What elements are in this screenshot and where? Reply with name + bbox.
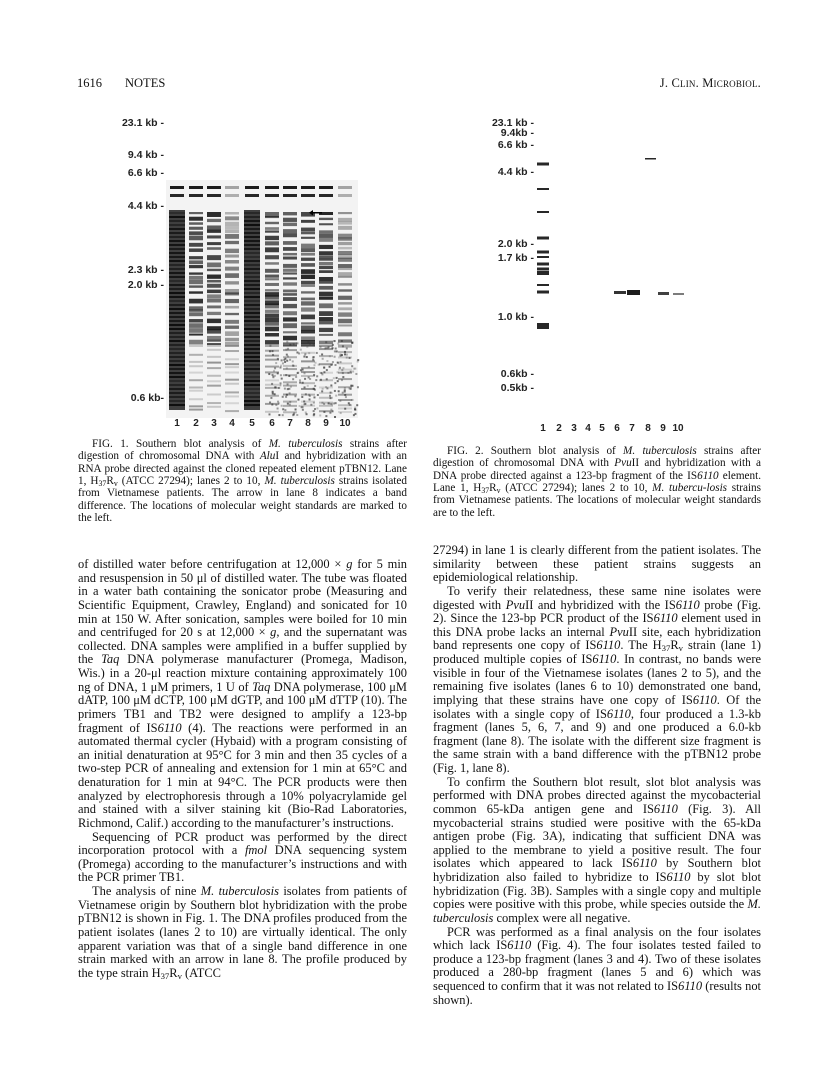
size-marker-label: 0.6kb - <box>500 368 534 380</box>
lane-number: 6 <box>614 423 620 434</box>
size-marker-label: 1.7 kb - <box>497 252 534 264</box>
text-run: 6110 <box>632 856 657 871</box>
lane-number: 7 <box>287 418 293 429</box>
text-run: strains isolated from Vietnamese patients. The arrow in lane 8 indicates a band difference. The locations of molecular weight standards are marked to the left. <box>78 475 407 525</box>
text-run: Alu <box>259 450 276 463</box>
text-run: 6110 <box>692 692 717 707</box>
text-run: DNA polymerase, 100 μM dATP, 100 μM dCTP, 100 μM dGTP, and 100 μM dTTP (10). The primers TB1 and TB2 were designed to amplify a 123-bp fragment of IS <box>78 679 407 735</box>
text-run: strains after digestion of chromosomal DNA with <box>78 438 407 463</box>
text-run: To verify their relatedness, these same nine isolates were digested with <box>433 583 761 612</box>
text-run: DNA polymerase manufacturer (Promega, Madison, Wis.) in a 20-μl reaction mixture containing approximately 100 ng of DNA, 1 μM primers, 1 U of <box>78 652 408 694</box>
text-run: isolates from patients of Vietnamese origin by Southern blot hybridization with the probe pTBN12 is shown in Fig. 1. The DNA profiles produced from the patient isolates (lanes 2 to 10) are virtually identical. The only apparent variation was that of a single band difference in one strain marked with an arrow in lane 8. The profile produced by the type strain H <box>78 884 408 980</box>
text-run: of distilled water before centrifugation at 12,000 × <box>78 557 347 571</box>
text-run: 6110 <box>653 801 678 816</box>
page-number: 1616 <box>77 76 102 90</box>
text-run: v <box>177 970 182 981</box>
text-run: II and hybridization with a DNA probe directed against a 123-bp fragment of the IS <box>433 457 761 482</box>
text-run: by Southern blot hybridization also failed to hybridize to IS <box>433 856 762 884</box>
blot-band <box>537 268 549 271</box>
text-run: I and hybridization with an RNA probe directed against the cloned repeated element pTBN12. Lane 1, H <box>78 450 407 488</box>
paragraph <box>433 926 761 1008</box>
lane-number: 1 <box>174 418 180 429</box>
text-run: 6110 <box>678 979 703 993</box>
figure-1-caption <box>78 438 407 524</box>
text-run: DNA sequencing system (Promega) according to the manufacturer’s instructions and with the PCR primer TB1. <box>78 843 407 885</box>
size-marker-label: 2.3 kb - <box>127 264 164 276</box>
text-run: M. tuberculosis <box>268 438 343 450</box>
paragraph <box>78 831 407 886</box>
size-marker-label: 6.6 kb - <box>497 139 534 151</box>
lane-number: 3 <box>211 418 217 429</box>
text-run: The analysis of nine <box>92 884 201 898</box>
text-run: 6110 <box>666 870 691 884</box>
text-run: FIG. 1. Southern blot analysis of <box>92 438 269 450</box>
blot-band <box>537 323 549 329</box>
lane-number: 8 <box>645 423 651 434</box>
figure-2-caption-text <box>433 445 761 519</box>
lane-number: 5 <box>249 418 255 429</box>
text-run: fmol <box>244 843 268 858</box>
figure-2-blot-image <box>0 0 816 440</box>
blot-band <box>645 158 656 160</box>
text-run: (ATCC 27294); lanes 2 to 10, <box>117 475 265 488</box>
text-run: (4). The reactions were performed in an automated thermal cycler (Hybaid) with a program consisting of an initial denaturation at 95°C for 3 min and then 35 cycles of a two-step PCR of annealing and extension for 1 min at 65°C and denaturation for 1 min at 94°C. The PCR products were then analyzed by electrophoresis through a 10% polyacrylamide gel and stained with a silver staining kit (Bio-Rad Laboratories, Richmond, Calif.) according to the manufacturer’s instructions. <box>78 720 407 830</box>
lane-number: 9 <box>660 423 666 434</box>
text-run: strains after digestion of chromosomal DNA with <box>433 445 761 470</box>
text-run: Pvu <box>505 597 526 612</box>
text-run: 6110 <box>653 611 678 626</box>
blot-band <box>537 291 549 294</box>
text-run: R <box>169 965 178 980</box>
text-run: v <box>678 643 683 654</box>
text-run: 37 <box>661 643 671 654</box>
text-run: 6110 <box>675 597 700 612</box>
text-run: II and hybridized with the IS <box>525 597 676 612</box>
text-run: , and the supernatant was collected. DNA samples were amplified in a buffer supplied by the <box>78 625 408 667</box>
size-marker-label: 23.1 kb - <box>491 117 534 129</box>
paragraph <box>433 585 761 776</box>
blot-band <box>537 271 549 275</box>
text-run: PCR was performed as a final analysis on the four isolates which lack IS <box>433 924 761 953</box>
text-run: 6110 <box>596 638 621 653</box>
size-marker-label: 23.1 kb - <box>121 117 164 129</box>
journal-title: J. Clin. Microbiol. <box>659 76 761 90</box>
text-run: II site, each hybridization band represents one copy of IS <box>433 624 761 653</box>
lane-number: 6 <box>269 418 275 429</box>
text-run: M. tuberculosis <box>200 884 279 898</box>
text-run: (results not shown). <box>433 979 761 1007</box>
text-run: element. Lane 1, H <box>433 469 761 495</box>
text-run: g <box>346 557 353 571</box>
text-run: M. tuberculosis <box>264 475 335 488</box>
lane-number: 8 <box>305 418 311 429</box>
text-run: M. tuberculosis <box>623 445 697 457</box>
blot-band <box>658 292 669 295</box>
size-marker-label: 2.0 kb - <box>127 279 164 291</box>
text-run: . In contrast, no bands were visible in four of the Vietnamese isolates (lanes 2 to 5), and the remaining five isolates (lanes 6 to 10) demonstrated one band, implying that these strains have one copy of IS <box>433 652 761 707</box>
text-run: complex were all negative. <box>493 910 631 925</box>
right-column <box>433 544 761 1007</box>
text-run: strain (lane 1) produced multiple copies of IS <box>433 638 761 666</box>
text-run: 6110 <box>606 706 631 721</box>
size-marker-label: 9.4 kb - <box>127 149 164 161</box>
text-run: 37 <box>160 970 170 981</box>
blot-band <box>537 256 549 258</box>
blot-band <box>537 188 549 190</box>
paragraph <box>433 544 761 585</box>
lane-number: 4 <box>585 423 591 434</box>
blot-band <box>673 293 684 295</box>
text-run: FIG. 2. Southern blot analysis of <box>447 445 624 457</box>
text-run: 37 <box>98 478 107 488</box>
size-marker-label: 4.4 kb - <box>497 166 534 178</box>
lane-number: 10 <box>339 418 351 429</box>
lane-number: 3 <box>571 423 577 434</box>
size-marker-label: 0.5kb - <box>500 382 534 394</box>
text-run: Taq <box>252 679 271 694</box>
lane-number: 7 <box>629 423 635 434</box>
text-run: To confirm the Southern blot result, slot blot analysis was performed with DNA probes directed against the mycobacterial common 65-kDa antigen gene and IS <box>433 774 761 816</box>
text-run: for 5 min and resuspension in 50 μl of distilled water. The tube was floated in a water bath containing the sonicator probe (Measuring and Scientific Equipment, Crawley, England) and sonicated for 10 min at 150 W. After sonication, samples were boiled for 10 min and centrifuged for 20 s at 12,000 × <box>78 557 407 640</box>
paragraph <box>433 776 761 926</box>
figure-1-caption-text <box>78 438 407 524</box>
lane-number: 2 <box>556 423 562 434</box>
paragraph <box>78 558 407 831</box>
lane-number: 9 <box>323 418 329 429</box>
text-run: (ATCC <box>181 965 221 980</box>
text-run: R <box>106 475 114 488</box>
text-run: v <box>496 485 501 495</box>
size-marker-label: 6.6 kb - <box>127 167 164 179</box>
text-run: . The H <box>620 638 662 653</box>
lane-number: 5 <box>599 423 605 434</box>
text-run: strains from Vietnamese patients. The locations of molecular weight standards are to the left. <box>433 482 762 519</box>
size-marker-label: 1.0 kb - <box>497 311 534 323</box>
text-run: . Of the isolates with a single copy of IS <box>433 692 761 721</box>
left-column <box>78 558 407 980</box>
text-run: 6110 <box>507 938 532 953</box>
text-run: 37 <box>481 485 490 495</box>
text-run: M. tubercu-losis <box>652 482 728 495</box>
blot-band <box>537 284 549 286</box>
blot-band <box>614 291 626 294</box>
lane-number: 10 <box>672 423 684 434</box>
blot-band <box>627 290 640 295</box>
text-run: R <box>670 638 679 653</box>
text-run: probe (Fig. 2). Since the 123-bp PCR product of the IS <box>433 597 761 626</box>
blot-band <box>537 237 549 240</box>
size-marker-label: 2.0 kb - <box>497 238 534 250</box>
text-run: , four produced a 1.3-kb fragment (lanes 5, 6, 7, and 9) and one produced a 6.0-kb fragment (lane 8). The isolate with the different size fragment is the same strain with a band difference with the pTBN12 probe (Fig. 1, lane 8). <box>433 706 761 775</box>
blot-band <box>537 263 549 266</box>
text-run: Pvu <box>609 624 629 639</box>
text-run: v <box>113 478 118 488</box>
lane-number: 2 <box>193 418 199 429</box>
blot-band <box>537 251 549 254</box>
text-run: Taq <box>101 652 120 667</box>
text-run: 6110 <box>592 652 617 666</box>
blot-band <box>537 211 549 213</box>
text-run: (Fig. 4). The four isolates tested failed to produce a 123-bp fragment (lanes 3 and 4). Two of these isolates produced a 280-bp fragment (lanes 5 and 6) which was sequenced to confirm that it was not related to IS <box>433 938 762 993</box>
text-run: (Fig. 3). All mycobacterial strains studied were positive with the 65-kDa antigen probe (Fig. 3A), indicating that sufficient DNA was applied to the membrane to yield a positive result. The four isolates which appeared to lack IS <box>433 801 761 871</box>
size-marker-label: 9.4kb - <box>500 127 534 139</box>
text-run: R <box>489 482 497 495</box>
text-run: 6110 <box>157 720 182 735</box>
text-run: Sequencing of PCR product was performed by the direct incorporation protocol with a <box>78 829 407 858</box>
text-run: M. tuberculosis <box>433 897 761 925</box>
figure-2-caption <box>433 445 761 519</box>
size-marker-label: 4.4 kb - <box>127 200 164 212</box>
size-marker-label: 0.6 kb- <box>130 392 164 404</box>
text-run: by slot blot hybridization (Fig. 3B). Samples with a single copy and multiple copies were positive with this probe, while species outside the <box>433 870 761 912</box>
text-run: Pvu <box>614 457 632 470</box>
blot-band <box>537 163 549 166</box>
text-run: 27294) in lane 1 is clearly different from the patient isolates. The similarity between these patient strains suggests an epidemiological relationship. <box>433 543 761 585</box>
paragraph <box>78 885 407 980</box>
text-run: element used in this DNA probe lacks an internal <box>433 611 761 639</box>
section-title: NOTES <box>125 76 166 90</box>
text-run: (ATCC 27294); lanes 2 to 10, <box>500 482 653 495</box>
text-run: 6110 <box>697 469 719 482</box>
lane-number: 4 <box>229 418 235 429</box>
text-run: g <box>270 625 277 640</box>
lane-number: 1 <box>540 423 546 434</box>
